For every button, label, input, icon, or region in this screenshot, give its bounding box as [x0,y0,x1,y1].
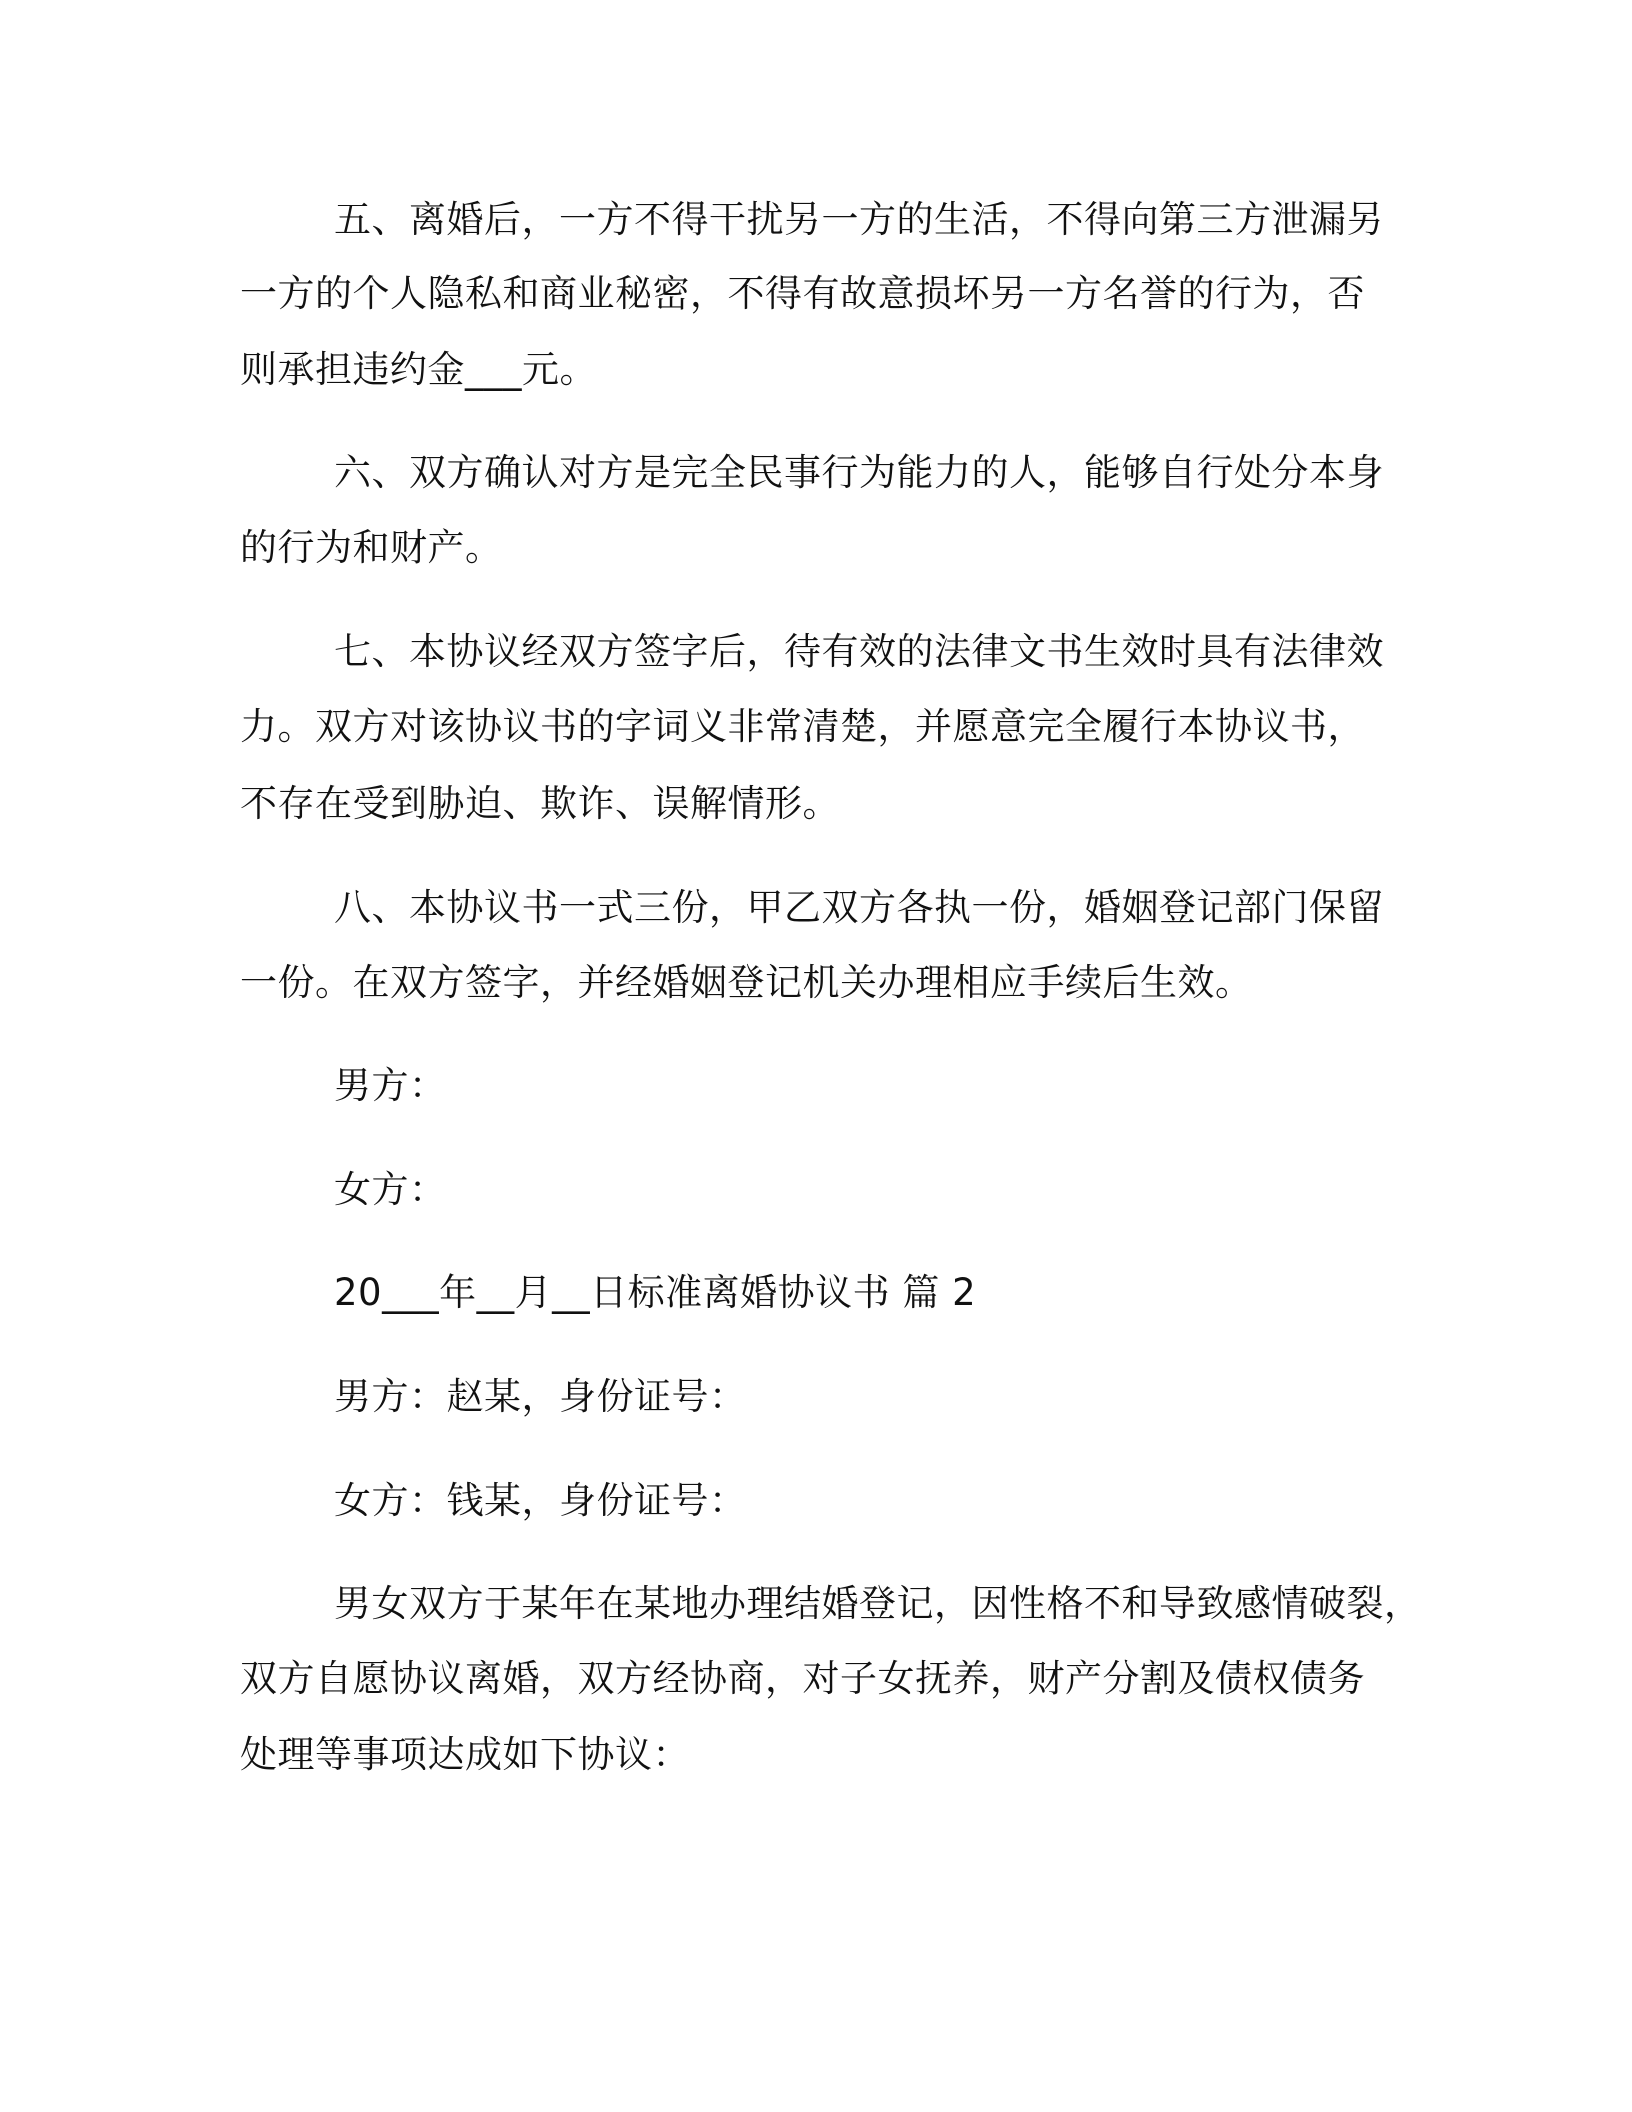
clause-7-line-1: 七、本协议经双方签字后，待有效的法律文书生效时具有法律效 [334,630,1384,673]
clause-6-line-1: 六、双方确认对方是完全民事行为能力的人，能够自行处分本身 [334,451,1384,494]
intro-line-3: 处理等事项达成如下协议： [240,1733,690,1776]
male-party: 男方：赵某，身份证号： [334,1375,747,1418]
clause-7-line-2: 力。双方对该协议书的字词义非常清楚，并愿意完全履行本协议书， [240,705,1365,748]
clause-5-line-1: 五、离婚后，一方不得干扰另一方的生活，不得向第三方泄漏另 [334,198,1384,241]
clause-8-line-2: 一份。在双方签字，并经婚姻登记机关办理相应手续后生效。 [240,961,1253,1004]
clause-5-line-3: 则承担违约金___元。 [240,348,597,391]
signature-male: 男方： [334,1064,447,1107]
intro-line-2: 双方自愿协议离婚，双方经协商，对子女抚养，财产分割及债权债务 [240,1657,1365,1700]
clause-6-line-2: 的行为和财产。 [240,526,503,569]
female-party: 女方：钱某，身份证号： [334,1479,747,1522]
clause-8-line-1: 八、本协议书一式三份，甲乙双方各执一份，婚姻登记部门保留 [334,886,1384,929]
intro-line-1: 男女双方于某年在某地办理结婚登记，因性格不和导致感情破裂， [334,1582,1422,1625]
signature-female: 女方： [334,1168,447,1211]
clause-5-line-2: 一方的个人隐私和商业秘密，不得有故意损坏另一方名誉的行为，否 [240,272,1365,315]
clause-7-line-3: 不存在受到胁迫、欺诈、误解情形。 [240,782,840,825]
date-title: 20___年__月__日标准离婚协议书 篇 2 [334,1271,977,1314]
